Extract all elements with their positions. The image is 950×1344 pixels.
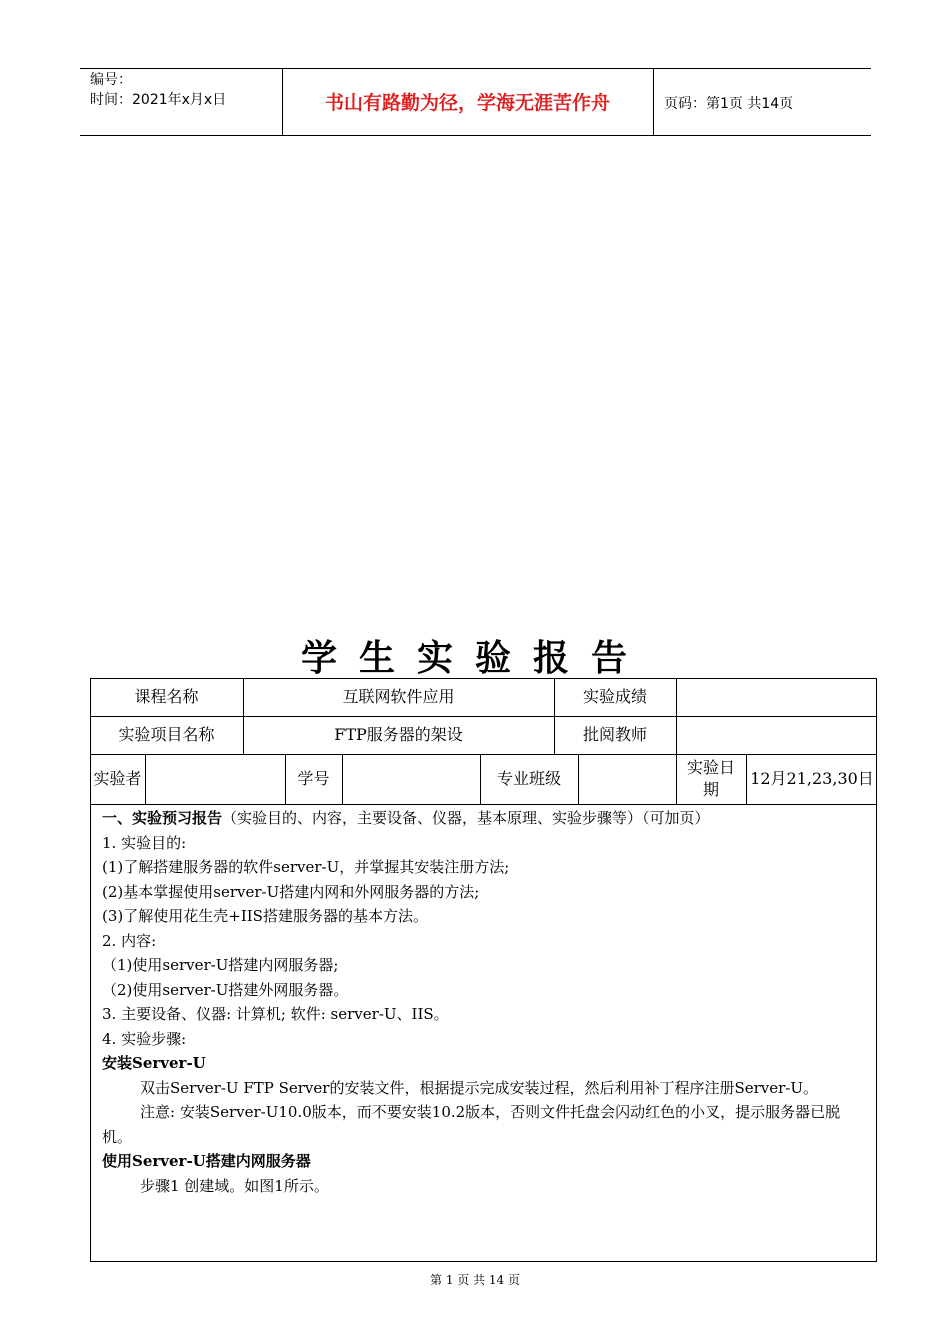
intranet-heading: 使用Server-U搭建内网服务器	[102, 1152, 311, 1170]
content-item: （2)使用server-U搭建外网服务器。	[102, 980, 349, 999]
content-heading: 2. 内容:	[102, 931, 157, 950]
report-title: 学生实验报告	[300, 638, 649, 679]
score-label: 实验成绩	[582, 687, 647, 706]
purpose-item: (1)了解搭建服务器的软件server-U，并掌握其安装注册方法;	[102, 858, 510, 876]
install-heading: 安装Server-U	[102, 1054, 206, 1072]
student-id-value	[342, 754, 480, 804]
experimenter-value	[145, 754, 285, 804]
document-time: 时间：2021年x月x日	[90, 92, 227, 108]
table-col-divider	[676, 754, 677, 804]
section1-title: 一、实验预习报告	[102, 809, 223, 827]
install-paragraph: 双击Server-U FTP Server的安装文件，根据提示完成安装过程，然后利用补丁程序注册Server-U。	[140, 1078, 818, 1097]
project-name-value: FTP服务器的架设	[334, 725, 463, 744]
steps-heading: 4. 实验步骤:	[102, 1029, 187, 1048]
header-top-rule	[80, 68, 871, 69]
score-value	[676, 678, 877, 716]
step1-paragraph: 步骤1 创建域。如图1所示。	[140, 1176, 329, 1195]
experimenter-label: 实验者	[93, 769, 142, 788]
page-footer: 第 1 页 共 14 页	[430, 1273, 520, 1287]
table-col-divider	[746, 754, 747, 804]
note-paragraph: 注意: 安装Server-U10.0版本，而不要安装10.2版本，否则文件托盘会闪动红色的小叉，提示服务器已脱机。	[102, 1103, 841, 1146]
section1-heading-line	[102, 806, 870, 831]
header-divider-right	[653, 68, 654, 136]
course-name-value: 互联网软件应用	[342, 687, 455, 706]
project-name-label: 实验项目名称	[118, 725, 215, 744]
report-body	[102, 806, 870, 1198]
teacher-value	[676, 716, 877, 754]
header-motto: 书山有路勤为径，学海无涯苦作舟	[324, 92, 610, 114]
section1-note: （实验目的、内容，主要设备、仪器，基本原理、实验步骤等）（可加页）	[222, 809, 710, 827]
header-page-info: 页码：第1页 共14页	[664, 96, 794, 112]
purpose-heading: 1. 实验目的:	[102, 833, 187, 852]
purpose-item: (2)基本掌握使用server-U搭建内网和外网服务器的方法;	[102, 882, 480, 901]
teacher-label: 批阅教师	[582, 725, 647, 744]
class-label: 专业班级	[496, 769, 561, 788]
table-row-divider	[90, 804, 877, 805]
header-bottom-rule	[80, 135, 871, 136]
class-value	[578, 754, 676, 804]
course-name-label: 课程名称	[134, 687, 199, 706]
student-id-label: 学号	[297, 769, 330, 788]
purpose-item: (3)了解使用花生壳+IIS搭建服务器的基本方法。	[102, 907, 428, 925]
date-label: 实验日期	[686, 758, 735, 799]
document-number-label: 编号：	[90, 72, 132, 88]
header-left-block	[90, 70, 226, 110]
date-value: 12月21,23,30日	[750, 769, 874, 788]
content-item: （1)使用server-U搭建内网服务器;	[102, 956, 339, 974]
equipment-line: 3. 主要设备、仪器: 计算机; 软件: server-U、IIS。	[102, 1005, 449, 1023]
